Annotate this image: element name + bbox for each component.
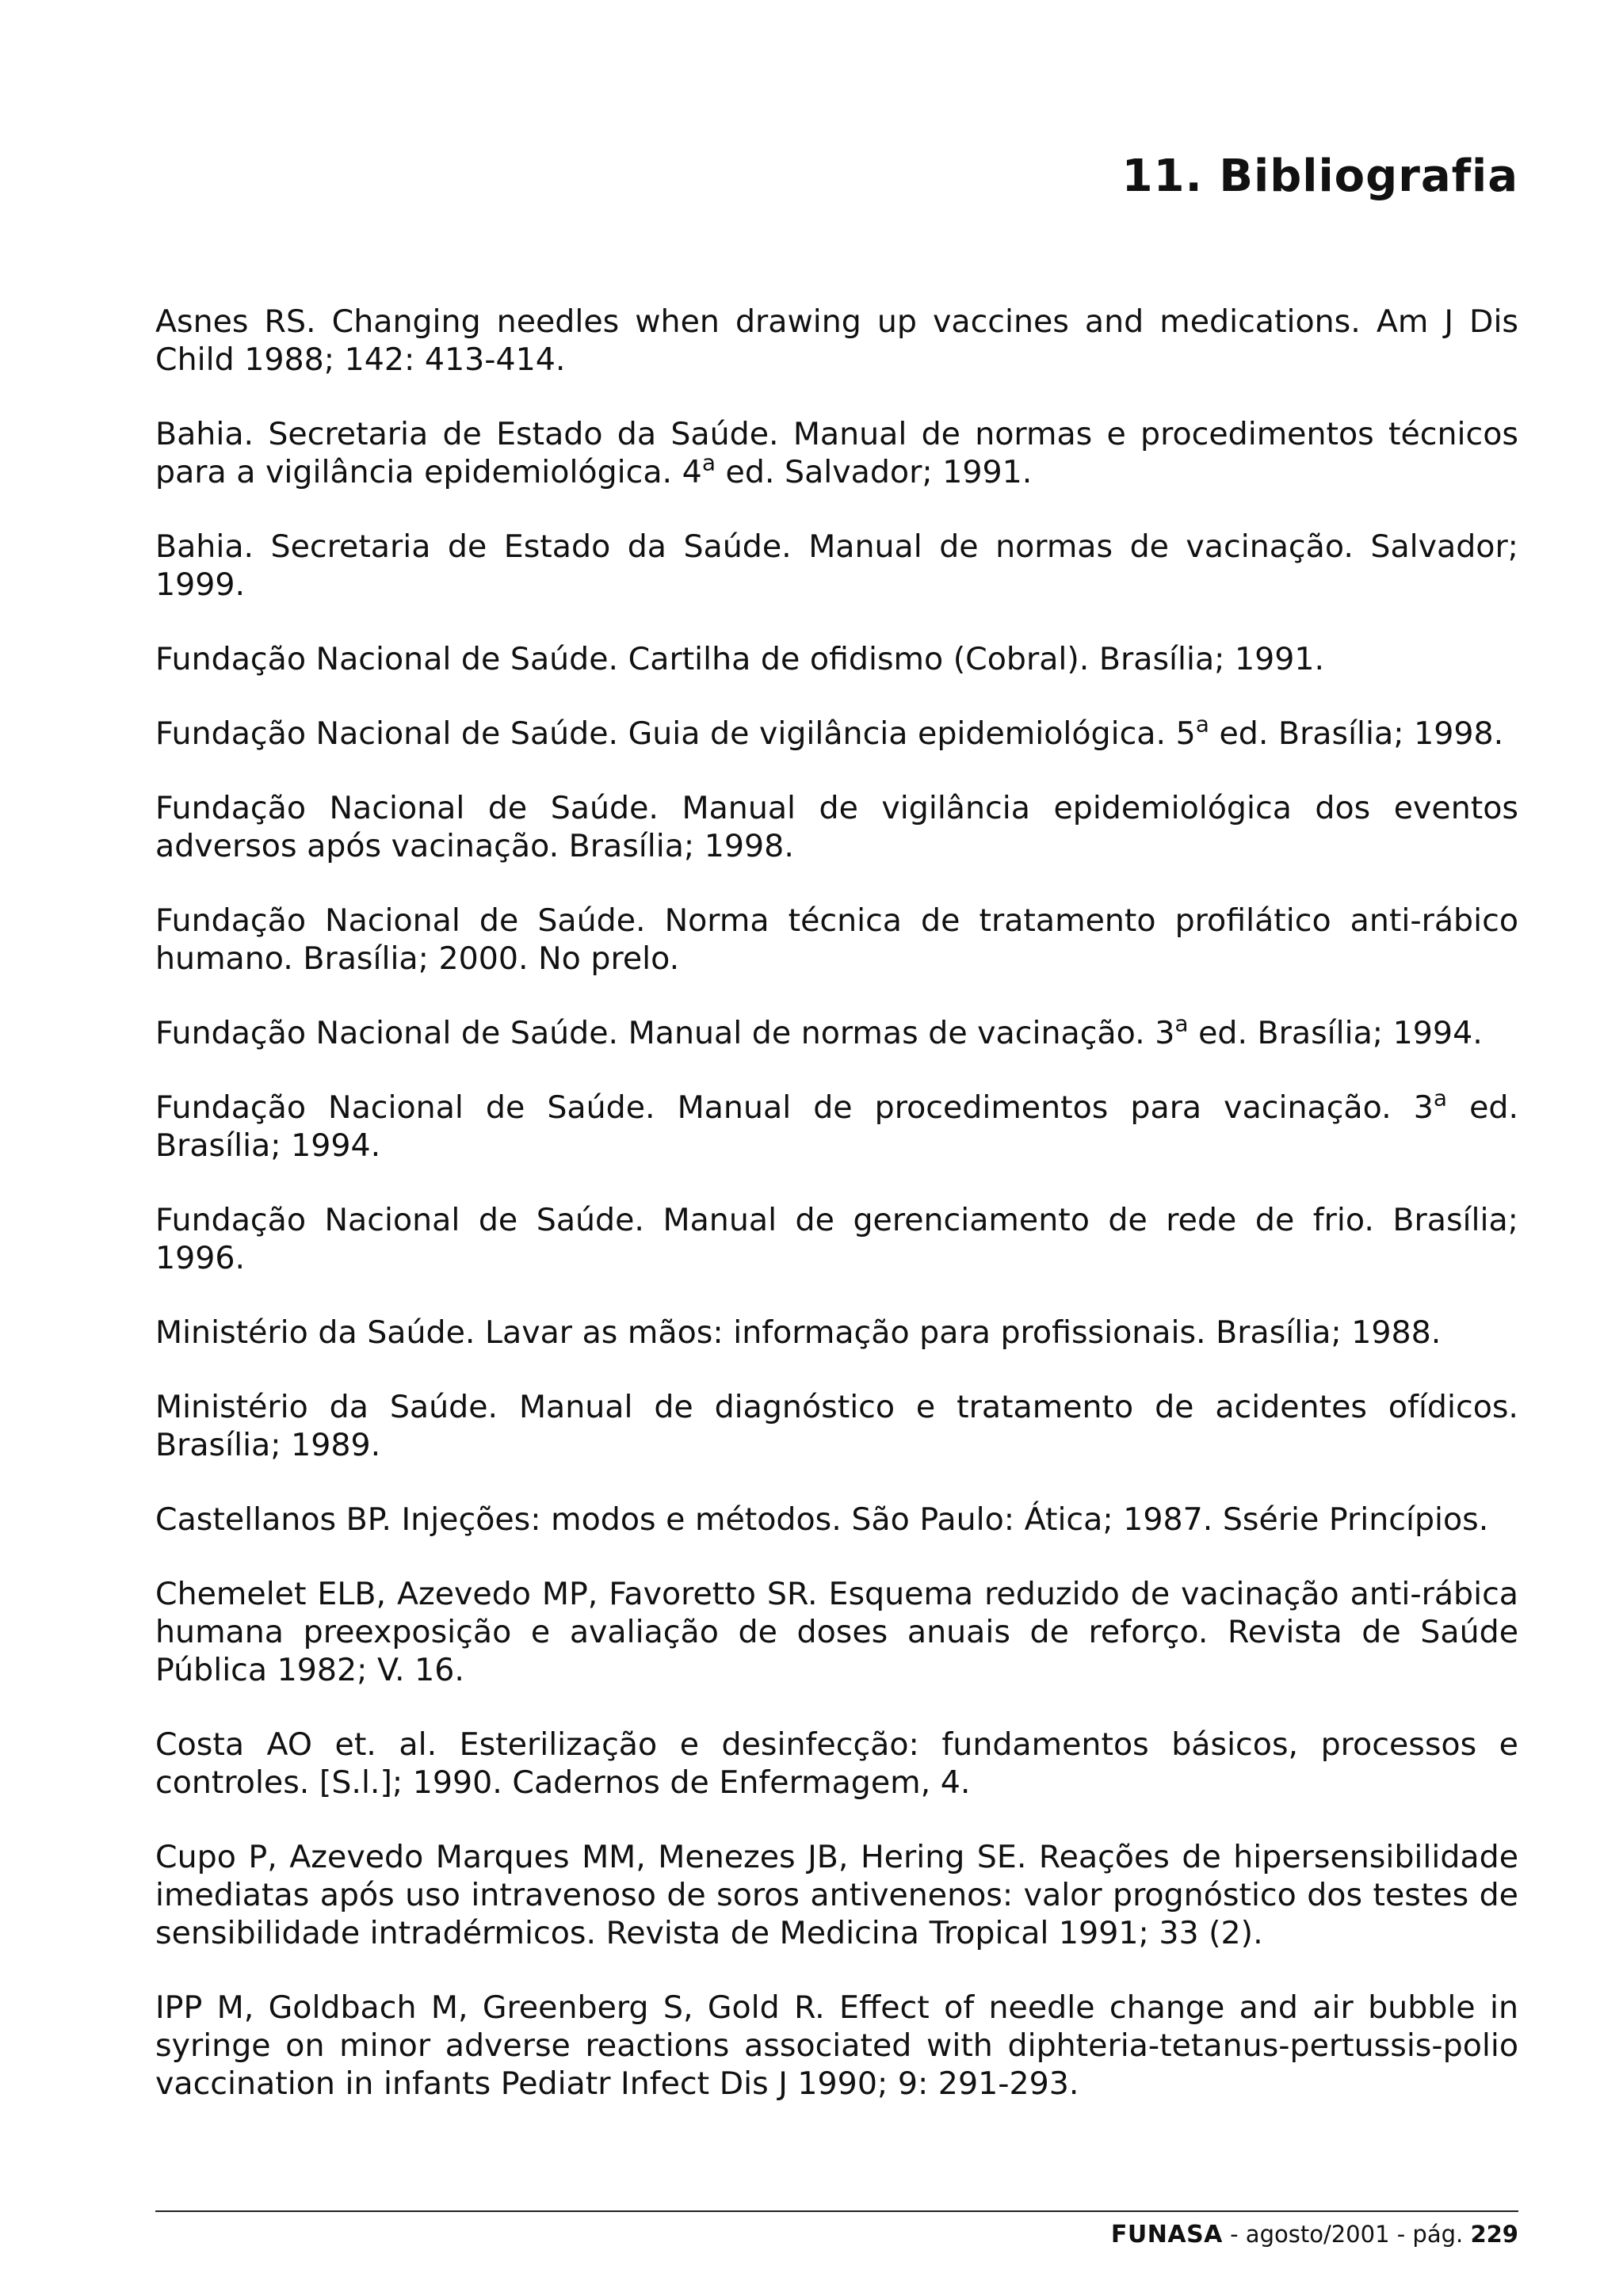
- page-title: 11. Bibliografia: [1121, 151, 1518, 202]
- reference-text: ed. Brasília; 1994.: [155, 1089, 1518, 1164]
- reference-text: Fundação Nacional de Saúde. Manual de procedimentos para vacinação. 3: [155, 1089, 1434, 1126]
- reference-item: [155, 1010, 1518, 1052]
- reference-text: Bahia. Secretaria de Estado da Saúde. Manual de normas e procedimentos técnicos para a vigilância epidemiológica. 4: [155, 416, 1518, 490]
- reference-text: ed. Brasília; 1998.: [1209, 715, 1504, 752]
- reference-item: Fundação Nacional de Saúde. Manual de gerenciamento de rede de frio. Brasília; 1996.: [155, 1202, 1518, 1276]
- reference-item: Fundação Nacional de Saúde. Manual de vigilância epidemiológica dos eventos adversos após vacinação. Brasília; 1998.: [155, 790, 1518, 864]
- footer-divider: [155, 2210, 1518, 2212]
- ordinal-superscript: a: [1174, 1010, 1189, 1037]
- reference-item: Ministério da Saúde. Lavar as mãos: informação para profissionais. Brasília; 1988.: [155, 1314, 1442, 1351]
- reference-item: Fundação Nacional de Saúde. Cartilha de ofidismo (Cobral). Brasília; 1991.: [155, 641, 1325, 677]
- reference-text: ed. Salvador; 1991.: [715, 454, 1033, 490]
- page-number: 229: [1470, 2221, 1518, 2248]
- ordinal-superscript: a: [1433, 1085, 1448, 1112]
- reference-text: Fundação Nacional de Saúde. Manual de normas de vacinação. 3: [155, 1015, 1175, 1051]
- ordinal-superscript: a: [701, 449, 716, 476]
- footer-brand: FUNASA: [1110, 2221, 1223, 2248]
- reference-item: Ministério da Saúde. Manual de diagnóstico e tratamento de acidentes ofídicos. Brasília; 1989.: [155, 1389, 1518, 1463]
- reference-item: Cupo P, Azevedo Marques MM, Menezes JB, Hering SE. Reações de hipersensibilidade imediatas após uso intravenoso de soros antivenenos: valor prognóstico dos testes de sensibilidade intradérmicos. Revista de Medicina Tropical 1991; 33 (2).: [155, 1839, 1518, 1951]
- page-footer: [1111, 2218, 1518, 2251]
- reference-text: ed. Brasília; 1994.: [1188, 1015, 1483, 1051]
- reference-item: [155, 711, 1518, 753]
- reference-item: Bahia. Secretaria de Estado da Saúde. Manual de normas de vacinação. Salvador; 1999.: [155, 528, 1518, 603]
- footer-date: - agosto/2001 - pág.: [1222, 2221, 1471, 2248]
- reference-item: Asnes RS. Changing needles when drawing up vaccines and medications. Am J Dis Child 1988; 142: 413-414.: [155, 303, 1518, 378]
- reference-list: [155, 303, 1518, 2139]
- reference-text: Fundação Nacional de Saúde. Guia de vigilância epidemiológica. 5: [155, 715, 1196, 752]
- reference-item: Castellanos BP. Injeções: modos e métodos. São Paulo: Ática; 1987. Ssérie Princípios.: [155, 1501, 1489, 1538]
- reference-item: IPP M, Goldbach M, Greenberg S, Gold R. Effect of needle change and air bubble in syringe on minor adverse reactions associated with diphteria-tetanus-pertussis-polio vaccination in infants Pediatr Infect Dis J 1990; 9: 291-293.: [155, 1989, 1518, 2102]
- reference-item: Costa AO et. al. Esterilização e desinfecção: fundamentos básicos, processos e controles. [S.l.]; 1990. Cadernos de Enfermagem, 4.: [155, 1726, 1518, 1801]
- ordinal-superscript: a: [1195, 711, 1209, 738]
- reference-item: [155, 415, 1518, 491]
- reference-item: Fundação Nacional de Saúde. Norma técnica de tratamento profilático anti-rábico humano. Brasília; 2000. No prelo.: [155, 902, 1518, 977]
- reference-item: Chemelet ELB, Azevedo MP, Favoretto SR. Esquema reduzido de vacinação anti-rábica humana preexposição e avaliação de doses anuais de reforço. Revista de Saúde Pública 1982; V. 16.: [155, 1576, 1518, 1688]
- reference-item: [155, 1085, 1518, 1165]
